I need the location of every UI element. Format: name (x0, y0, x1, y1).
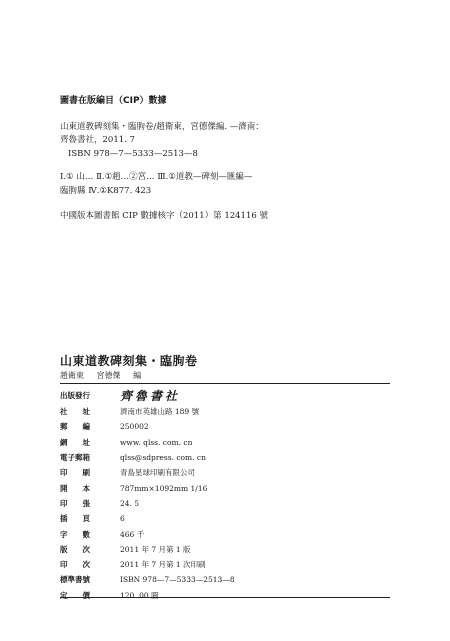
info-value: 青島星球印刷有限公司 (120, 468, 195, 478)
info-row (60, 526, 390, 541)
info-value: www. qlss. com. cn (120, 437, 193, 447)
cip-title-line: 山東道教碑刻集・臨朐卷/趙衛東，宮德傑編. —濟南： (60, 121, 264, 132)
info-row (60, 557, 390, 572)
info-value: 2011 年 7 月第 1 版 (120, 544, 191, 554)
info-label: 版 次 (60, 544, 90, 554)
info-row (60, 588, 390, 603)
info-row (60, 450, 390, 465)
divider-bottom (60, 597, 390, 598)
info-label: 開 本 (60, 483, 90, 493)
info-row (60, 496, 390, 511)
cip-subject-line: Ⅰ.① 山… Ⅱ.①趙…②宮… Ⅲ.①道教—碑刻—匯編— (60, 172, 253, 182)
info-value: 24. 5 (120, 498, 140, 508)
info-label: 字 數 (60, 529, 90, 539)
divider-top (60, 383, 390, 384)
info-value: 250002 (120, 422, 149, 432)
publication-info (60, 387, 390, 603)
info-label: 郵 編 (60, 422, 90, 432)
info-label: 印 張 (60, 498, 90, 508)
info-value: 787mm×1092mm 1/16 (120, 483, 208, 493)
info-value: ISBN 978—7—5333—2513—8 (120, 575, 235, 585)
info-row (60, 435, 390, 450)
info-row (60, 387, 390, 404)
cip-record-number: 中國版本圖書館 CIP 數據核字（2011）第 124116 號 (60, 211, 268, 221)
cip-heading: 圖書在版編目（CIP）數據 (60, 96, 167, 106)
cip-isbn-line: ISBN 978—7—5333—2513—8 (68, 148, 198, 159)
info-value: 466 千 (120, 529, 145, 539)
info-label: 印 次 (60, 560, 90, 570)
info-label: 網 址 (60, 437, 90, 447)
info-label: 插 頁 (60, 514, 90, 524)
info-value: 6 (120, 514, 125, 524)
info-label: 印 刷 (60, 468, 90, 478)
author-name: 趙衛東 (60, 371, 84, 380)
info-value: 濟南市英雄山路 189 號 (120, 407, 200, 417)
info-label: 社 址 (60, 407, 90, 417)
authors (60, 370, 151, 381)
info-value: qlss@sdpress. com. cn (120, 453, 206, 463)
cip-block (60, 95, 420, 224)
info-row (60, 480, 390, 495)
info-row (60, 404, 390, 419)
book-title: 山東道教碑刻集・臨朐卷 (60, 354, 198, 368)
editor-role: 編 (133, 371, 142, 380)
info-row (60, 572, 390, 587)
info-value: 120. 00 圓 (120, 590, 159, 600)
info-row (60, 419, 390, 434)
info-row (60, 511, 390, 526)
info-label: 電子郵箱 (60, 453, 90, 463)
info-row (60, 542, 390, 557)
cip-publisher-line: 齊魯書社，2011. 7 (60, 135, 135, 145)
publisher-logo: 齊魯書社 (120, 389, 181, 403)
info-label: 標準書號 (60, 575, 90, 585)
info-label: 出版發行 (60, 391, 90, 400)
author-name: 宮德傑 (96, 371, 121, 380)
info-value: 2011 年 7 月第 1 次印刷 (120, 560, 206, 570)
info-label: 定 價 (60, 590, 90, 600)
info-row (60, 465, 390, 480)
cip-classification-line: 臨朐縣 Ⅳ.①K877. 423 (60, 185, 152, 196)
